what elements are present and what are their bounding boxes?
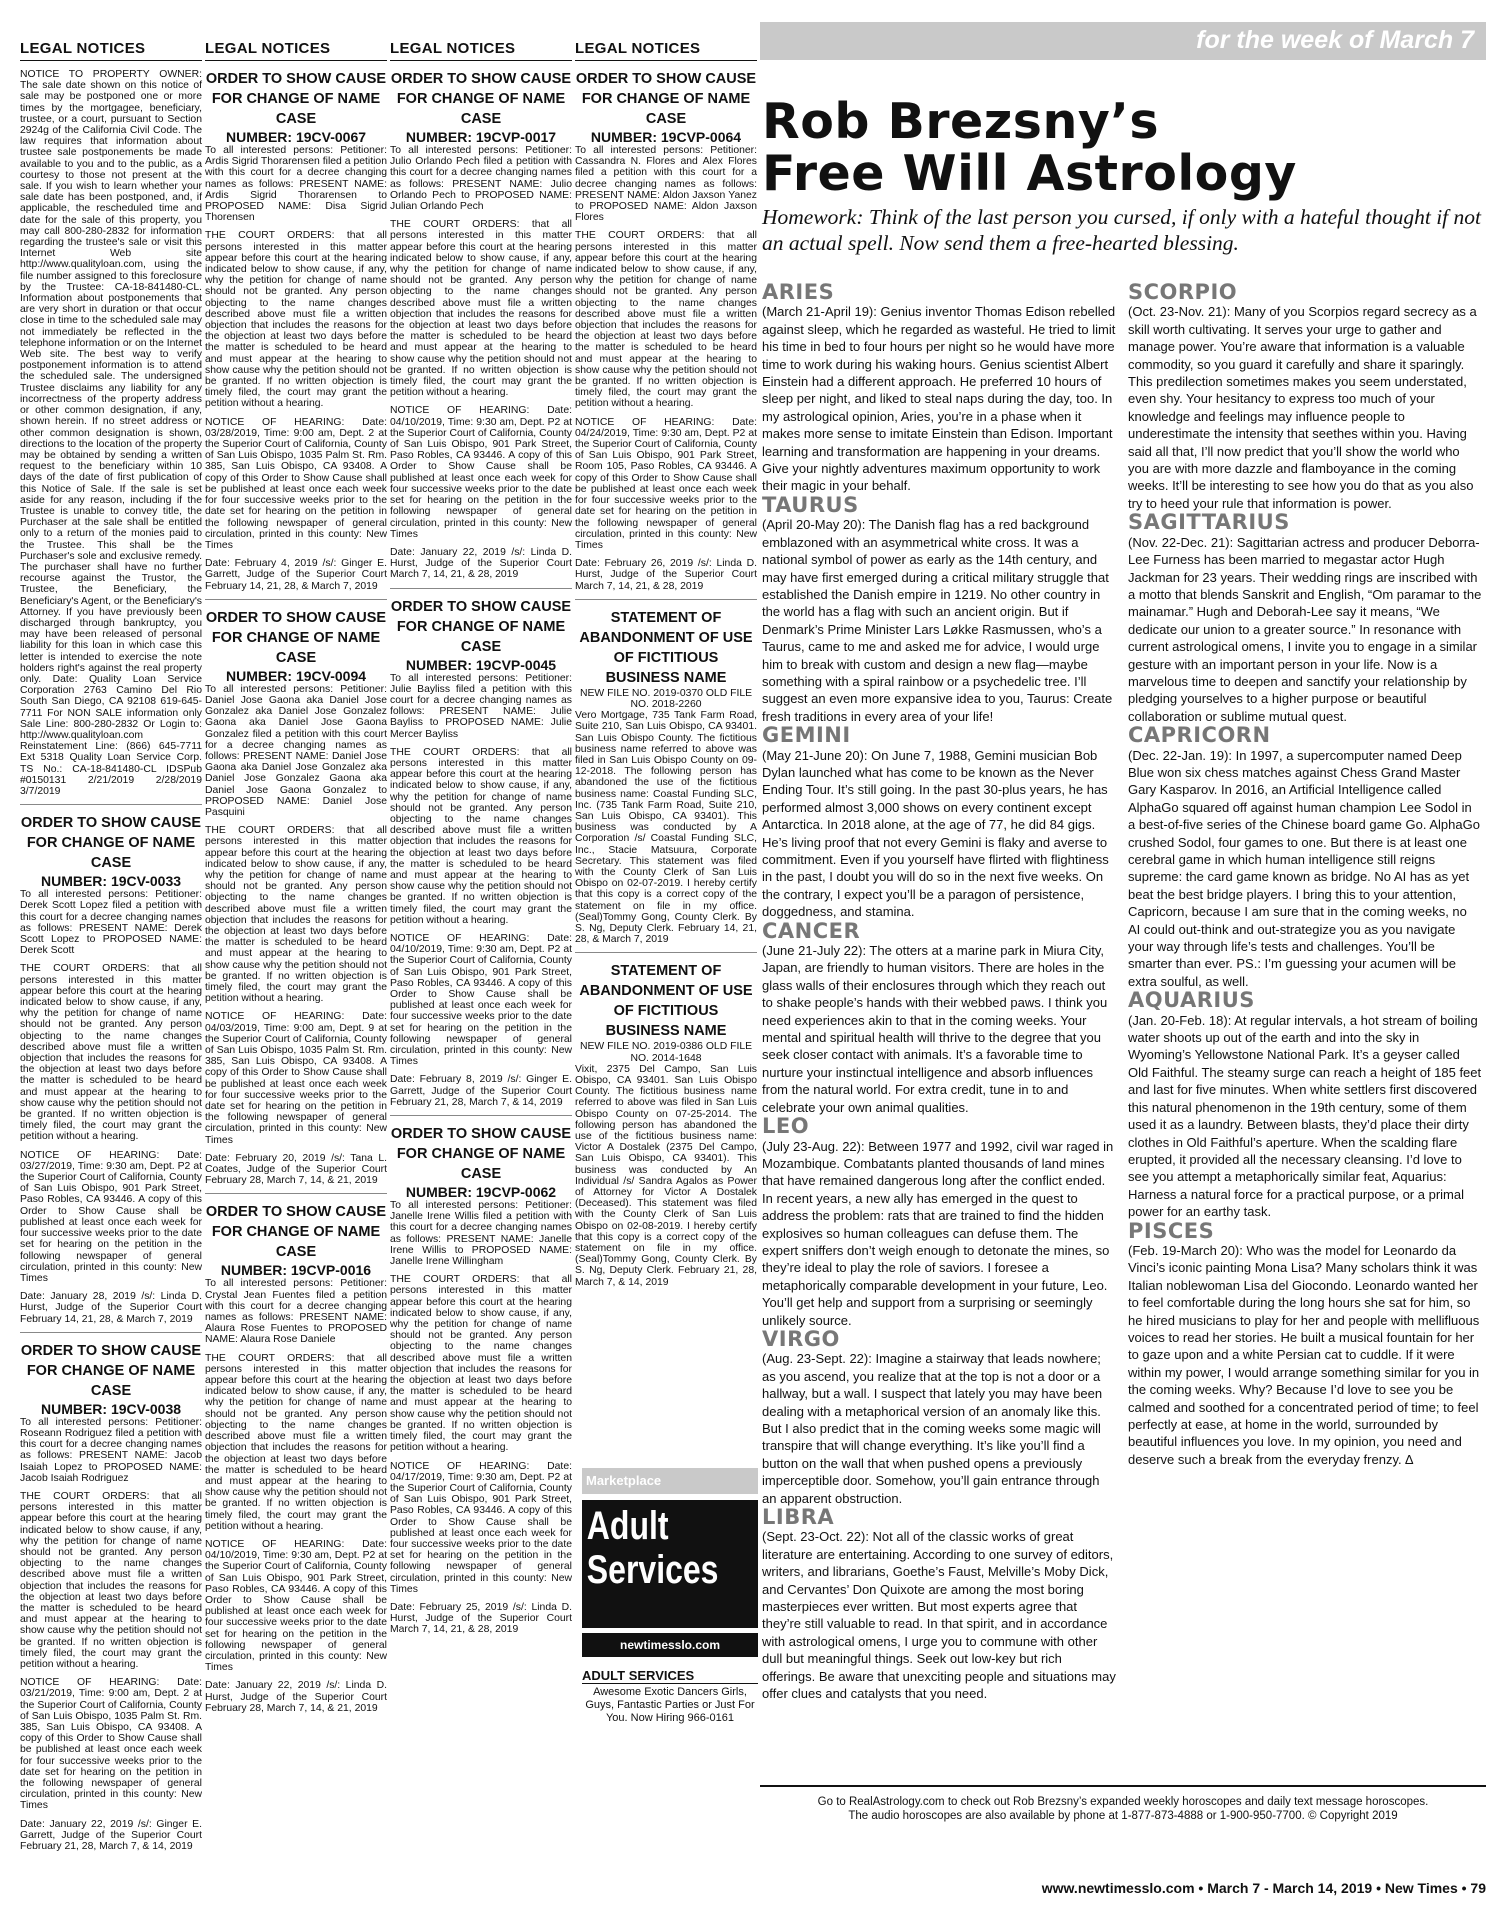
- legal-column-2: [205, 40, 387, 1721]
- sign-text: (Jan. 20-Feb. 18): At regular intervals, a hot stream of boiling water shoots up out of the earth and into the sky in Wyoming’s Yellowstone National Park. It’s a geyser called Old Faithful. The steamy surge can reach a height of 185 feet and last for five minutes. When white settlers first discovered this natural phenomenon in the 19th century, some of them used it as a laundry. Between blasts, they’d place their dirty clothes in Old Faithful’s aperture. When the scalding flare erupted, it provided all the necessary cleansing. I’d love to see you attempt a metaphorically similar feat, Aquarius: Harness a natural force for a practical purpose, or a primal power for an earthy task.: [1128, 1012, 1482, 1220]
- sign-name: GEMINI: [762, 723, 851, 748]
- sign-name: SCORPIO: [1128, 280, 1238, 304]
- week-header: [760, 22, 1486, 60]
- court-orders: THE COURT ORDERS: that all persons interested in this matter appear before this court at the hearing indicated below to show cause, if any, why the petition for change of name should not be granted. Any person objecting to the name changes described above must file a written objection that includes the reasons for the objection at least two days before the matter is scheduled to be heard and must appear at the hearing to show cause why the petition should not be granted. If no written objection is timely filed, the court may grant the petition without a hearing.: [20, 1490, 202, 1670]
- case-number: NUMBER: 19CV-0033: [40, 873, 182, 890]
- notice-head: ORDER TO SHOW CAUSE FOR CHANGE OF NAME CASE: [575, 71, 757, 127]
- sign-text: (June 21-July 22): The otters at a marine park in Miura City, Japan, are friendly to human visitors. There are holes in the glass walls of their enclosures through which they reach out to shake people’s hands with their webbed paws. I think you need experiences akin to that in the coming weeks. Your mental and spiritual health will thrive to the degree that you seek closer contact with animals. It’s a favorable time to nurture your instinctual intelligence and absorb influences from the natural world. For extra credit, tune in to and celebrate your own animal qualities.: [762, 943, 1108, 1115]
- column-title: LEGAL NOTICES: [390, 40, 572, 61]
- petition: To all interested persons: Petitioner: Julie Bayliss filed a petition with this court for a decree changing names as follows: PRESENT NAME: Julie Bayliss to PROPOSED NAME: Julie Mercer Bayliss: [390, 672, 572, 740]
- petition: To all interested persons: Petitioner: Derek Scott Lopez filed a petition with this court for a decree changing names as follows: PRESENT NAME: Derek Scott Lopez to PROPOSED NAME: Derek Scott: [20, 889, 202, 957]
- notice-date: Date: January 22, 2019 /s/: Ginger E. Garrett, Judge of the Superior Court February 21, 28, March 7, & 14, 2019: [20, 1818, 202, 1853]
- notice-date: Date: January 28, 2019 /s/: Linda D. Hurst, Judge of the Superior Court February 14, 21, 28, & March 7, 2019: [20, 1291, 202, 1325]
- notice-date: Date: February 20, 2019 /s/: Tana L. Coates, Judge of the Superior Court February 28, March 7, 14, & 21, 2019: [205, 1152, 387, 1187]
- notice-head: ORDER TO SHOW CAUSE FOR CHANGE OF NAME CASE: [390, 1126, 572, 1183]
- legal-column-1: [20, 40, 202, 1859]
- footer-rule: [760, 1785, 1486, 1787]
- adult-services-banner: [582, 1500, 758, 1628]
- sign-name: VIRGO: [762, 1326, 840, 1351]
- petition: To all interested persons: Petitioner: Julio Orlando Pech filed a petition with this court for a decree changing names as follows: PRESENT NAME: Julio Orlando Pech to PROPOSED NAME: Julian Orlando Pech: [390, 145, 572, 213]
- notice-head: ORDER TO SHOW CAUSE FOR CHANGE OF NAME CASE: [390, 598, 572, 655]
- legal-column-4: [575, 40, 757, 1295]
- footer-line-1: Go to RealAstrology.com to check out Rob Brezsny’s expanded weekly horoscopes and daily text message horoscopes.: [817, 1796, 1429, 1808]
- astrology-column-2: [1128, 282, 1482, 1470]
- sign-name: PISCES: [1128, 1218, 1215, 1243]
- marketplace-bar: [582, 1468, 758, 1494]
- hearing: NOTICE OF HEARING: Date: 04/10/2019, Time: 9:30 am, Dept. P2 at the Superior Court of California, County of San Luis Obispo, 901 Park Street, Paso Robles, CA 93446. A copy of this Order to Show Cause shall be published at least once each week for four successive weeks prior to the date set for hearing on the petition in the following newspaper of general circulation, printed in this county: New Times: [205, 1538, 387, 1674]
- hearing: NOTICE OF HEARING: Date: 04/10/2019, Time: 9:30 am, Dept. P2 at the Superior Court of California, County of San Luis Obispo, 901 Park Street, Paso Robles, CA 93446. A copy of this Order to Show Cause shall be published at least once each week for four successive weeks prior to the date set for hearing on the petition in the following newspaper of general circulation, printed in this county: New Times: [390, 405, 572, 540]
- sign-name: CANCER: [762, 918, 861, 943]
- hearing: NOTICE OF HEARING: Date: 04/17/2019, Time: 9:30 am, Dept. P2 at the Superior Court of California, County of San Luis Obispo, 901 Park Street, Paso Robles, CA 93446. A copy of this Order to Show Cause shall be published at least once each week for four successive weeks prior to the date set for hearing on the petition in the following newspaper of general circulation, printed in this county: New Times: [390, 1460, 572, 1595]
- column-title: LEGAL NOTICES: [205, 40, 387, 61]
- hearing: NOTICE OF HEARING: Date: 03/27/2019, Time: 9:30 am, Dept. P2 at the Superior Court of California, County of San Luis Obispo, 901 Park Street, Paso Robles, CA 93446. A copy of this Order to Show Cause shall be published at least once each week for four successive weeks prior to the date set for hearing on the petition in the following newspaper of general circulation, printed in this county: New Times: [20, 1149, 202, 1284]
- notice-date: Date: January 22, 2019 /s/: Linda D. Hurst, Judge of the Superior Court February 28, March 7, 14, & 21, 2019: [205, 1680, 387, 1714]
- astrology-footer: [760, 1795, 1486, 1823]
- case-number: NUMBER: 19CVP-0045: [405, 656, 557, 673]
- sign-name: CAPRICORN: [1128, 723, 1271, 748]
- file-numbers: NEW FILE NO. 2019-0370 OLD FILE NO. 2018-2260: [579, 687, 753, 710]
- court-orders: THE COURT ORDERS: that all persons interested in this matter appear before this court at the hearing indicated below to show cause, if any, why the petition for change of name should not be granted. Any person objecting to the name changes described above must file a written objection that includes the reasons for the objection at least two days before the matter is scheduled to be heard and must appear at the hearing to show cause why the petition should not be granted. If no written objection is timely filed, the court may grant the petition without a hearing.: [575, 230, 757, 410]
- sign-name: LEO: [762, 1114, 810, 1139]
- title-line-1: Rob Brezsny’s: [762, 93, 1160, 150]
- notice-head: ORDER TO SHOW CAUSE FOR CHANGE OF NAME CASE: [390, 71, 572, 127]
- case-number: NUMBER: 19CV-0038: [40, 1400, 182, 1417]
- sign-name: AQUARIUS: [1128, 988, 1255, 1013]
- court-orders: THE COURT ORDERS: that all persons interested in this matter appear before this court at the hearing indicated below to show cause, if any, why the petition for change of name should not be granted. Any person objecting to the name changes described above must file a written objection that includes the reasons for the objection at least two days before the matter is scheduled to be heard and must appear at the hearing to show cause why the petition should not be granted. If no written objection is timely filed, the court may grant the petition without a hearing.: [205, 825, 387, 1005]
- case-number: NUMBER: 19CVP-0016: [220, 1262, 372, 1279]
- astrology-column-1: [762, 282, 1116, 1705]
- notice-date: Date: February 26, 2019 /s/: Linda D. Hurst, Judge of the Superior Court March 7, 14, 21, & 28, 2019: [575, 558, 757, 592]
- case-number: NUMBER: 19CV-0094: [225, 667, 367, 684]
- column-title: LEGAL NOTICES: [575, 40, 757, 61]
- petition: To all interested persons: Petitioner: Roseann Rodriguez filed a petition with this court for a decree changing names as follows: PRESENT NAME: Jacob Isaiah Lopez to PROPOSED NAME: Jacob Isaiah Rodriguez: [20, 1416, 202, 1484]
- legal-column-3: [390, 40, 572, 1643]
- abandonment-body: Vero Mortgage, 735 Tank Farm Road, Suite 210, San Luis Obispo, CA 93401. San Luis Obispo County. The fictitious business name referred to above was filed in San Luis Obispo County on 09-12-2018. The following person has abandoned the use of the fictitious business name: Coastal Funding SLC, Inc. (735 Tank Farm Road, Suite 210, San Luis Obispo, CA 93401). This business was conducted by A Corporation /s/ Coastal Funding SLC, Inc., Stacie Matsuura, Corporate Secretary. This statement was filed with the County Clerk of San Luis Obispo on 02-07-2019. I hereby certify that this copy is a correct copy of the statement on file in my office. (Seal)Tommy Gong, County Clerk. By S. Ng, Deputy Clerk. February 14, 21, 28, & March 7, 2019: [575, 710, 757, 946]
- sign-text: (July 23-Aug. 22): Between 1977 and 1992, civil war raged in Mozambique. Combatants planted thousands of land mines that have remained dangerous long after the conflict ended. In recent years, a new ally has emerged in the quest to address the problem: rats that are trained to find the hidden explosives so human colleagues can defuse them. The expert sniffers don’t weigh enough to detonate the mines, so they’re ideal to play the role of saviors. I foresee a metaphorically comparable development in your future, Leo. You’ll get help and support from a surprising or seemingly unlikely source.: [762, 1138, 1114, 1328]
- hearing: NOTICE OF HEARING: Date: 04/24/2019, Time: 9:30 am, Dept. P2 at the Superior Court of California, County of San Luis Obispo, 901 Park Street, Room 105, Paso Robles, CA 93446. A copy of this Order to Show Cause shall be published at least once each week for four successive weeks prior to the date set for hearing on the petition in the following newspaper of general circulation, printed in this county: New Times: [575, 416, 757, 551]
- case-number: NUMBER: 19CVP-0017: [405, 129, 557, 145]
- petition: To all interested persons: Petitioner: Daniel Jose Gaona aka Daniel Jose Gonzalez aka Daniel Jose Gonzalez Gaona aka Daniel Jose Gaona Gonzalez filed a petition with this court for a decree changing names as follows: PRESENT NAME: Daniel Jose Gaona aka Daniel Jose Gonzalez aka Daniel Jose Gonzalez Gaona aka Daniel Jose Gaona Gonzalez to PROPOSED NAME: Daniel Jose Pasquini: [205, 683, 387, 818]
- notice-head: ORDER TO SHOW CAUSE FOR CHANGE OF NAME CASE: [20, 815, 202, 872]
- petition: To all interested persons: Petitioner: Cassandra N. Flores and Alex Flores filed a petition with this court for a decree changing names as follows: PRESENT NAME: Aldon Jaxson Yanez to PROPOSED NAME: Aldon Jaxson Flores: [575, 145, 757, 224]
- column-title: LEGAL NOTICES: [20, 40, 202, 61]
- notice-date: Date: February 25, 2019 /s/: Linda D. Hurst, Judge of the Superior Court March 7, 14, 21, & 28, 2019: [390, 1601, 572, 1636]
- hearing: NOTICE OF HEARING: Date: 03/21/2019, Time: 9:00 am, Dept. 2 at the Superior Court of California, County of San Luis Obispo, 1035 Palm St. Rm. 385, San Luis Obispo, CA 93408. A copy of this Order to Show Cause shall be published at least once each week for four successive weeks prior to the date set for hearing on the petition in the following newspaper of general circulation, printed in this county: New Times: [20, 1677, 202, 1812]
- classified-ad: [582, 1668, 758, 1725]
- hearing: NOTICE OF HEARING: Date: 04/10/2019, Time: 9:30 am, Dept. P2 at the Superior Court of California, County of San Luis Obispo, 901 Park Street, Paso Robles, CA 93446. A copy of this Order to Show Cause shall be published at least once each week for four successive weeks prior to the date set for hearing on the petition in the following newspaper of general circulation, printed in this county: New Times: [390, 932, 572, 1068]
- sign-text: (Feb. 19-March 20): Who was the model for Leonardo da Vinci’s iconic painting Mona Lisa? Many scholars think it was Italian noblewoman Lisa del Giocondo. Leonardo wanted her to feel comfortable during the long hours she sat for him, so he hired musicians to play for her and people with mellifluous voices to read her stories. He built a musical fountain for her to gaze upon and a white Persian cat to cuddle. If it were within my power, I would arrange something similar for you in the coming weeks. Why? Because I’d love to see you be calmed and soothed for a concentrated period of time; to feel perfectly at ease, at home in the world, surrounded by beautiful influences you love. In my opinion, you need and deserve such a break from the everyday frenzy. ∆: [1128, 1242, 1480, 1467]
- homework: Homework: Think of the last person you cursed, if only with a hateful thought if not an actual spell. Now send them a free-hearted blessing.: [762, 205, 1482, 255]
- notice-head: ORDER TO SHOW CAUSE FOR CHANGE OF NAME CASE: [20, 1342, 202, 1399]
- petition: To all interested persons: Petitioner: Ardis Sigrid Thorarensen filed a petition with this court for a decree changing names as follows: PRESENT NAME: Ardis Sigrid Thorarensen to PROPOSED NAME: Disa Sigrid Thorensen: [205, 145, 387, 224]
- sign-name: SAGITTARIUS: [1128, 510, 1290, 535]
- page-footer: www.newtimesslo.com • March 7 - March 14, 2019 • New Times • 79: [1041, 1880, 1486, 1896]
- notice-date: Date: February 8, 2019 /s/: Ginger E. Garrett, Judge of the Superior Court February 21, 28, March 7, & 14, 2019: [390, 1074, 572, 1108]
- abandonment-head: STATEMENT OF ABANDONMENT OF USE OF FICTITIOUS BUSINESS NAME: [579, 609, 753, 686]
- abandonment-body: Vixit, 2375 Del Campo, San Luis Obispo, CA 93401. San Luis Obispo County. The fictitious business name referred to above was filed in San Luis Obispo County on 07-25-2014. The following person has abandoned the use of the fictitious business name: Victor A Dostalek (2375 Del Campo, San Luis Obispo, CA 93401). This business was conducted by An Individual /s/ Sandra Agalos as Power of Attorney for Victor A Dostalek (Deceased). This statement was filed with the County Clerk of San Luis Obispo on 02-08-2019. I hereby certify that this copy is a correct copy of the statement on file in my office. (Seal)Tommy Gong, County Clerk. By S. Ng, Deputy Clerk. February 21, 28, March 7, & 14, 2019: [575, 1063, 757, 1288]
- marketplace-label: Marketplace: [586, 1473, 662, 1488]
- case-number: NUMBER: 19CVP-0062: [405, 1184, 557, 1201]
- sign-name: LIBRA: [762, 1505, 835, 1530]
- marketplace-url[interactable]: newtimesslo.com: [582, 1633, 758, 1657]
- notice-head: ORDER TO SHOW CAUSE FOR CHANGE OF NAME CASE: [205, 71, 387, 127]
- notice-head: ORDER TO SHOW CAUSE FOR CHANGE OF NAME CASE: [205, 609, 387, 666]
- court-orders: THE COURT ORDERS: that all persons interested in this matter appear before this court at the hearing indicated below to show cause, if any, why the petition for change of name should not be granted. Any person objecting to the name changes described above must file a written objection that includes the reasons for the objection at least two days before the matter is scheduled to be heard and must appear at the hearing to show cause why the petition should not be granted. If no written objection is timely filed, the court may grant the petition without a hearing.: [20, 963, 202, 1143]
- title-line-2: Free Will Astrology: [762, 145, 1297, 202]
- case-number: NUMBER: 19CV-0067: [225, 129, 367, 145]
- file-numbers: NEW FILE NO. 2019-0386 OLD FILE NO. 2014-1648: [579, 1041, 753, 1064]
- sign-name: ARIES: [762, 280, 835, 304]
- sign-text: (April 20-May 20): The Danish flag has a red background emblazoned with an asymmetrical white cross. It was a national symbol of power as early as the 14th century, and may have first emerged during a critical military struggle that established the Danish empire in 1219. No other country in the world has a flag with such an ancient origin. But if Denmark’s Prime Minister Lars Løkke Rasmussen, who’s a Taurus, came to me and asked me for advice, I would urge him to break with custom and design a new flag—maybe something with a spiral rainbow or a psychedelic tree. I’ll suggest an even more expansive idea to you, Taurus: Create fresh traditions in every area of your life!: [762, 517, 1113, 724]
- trustee-notice: NOTICE TO PROPERTY OWNER: The sale date shown on this notice of sale may be postponed one or more times by the mortgagee, beneficiary, trustee, or a court, pursuant to Section 2924g of the California Civil Code. The law requires that information about trustee sale postponements be made available to you and to the public, as a courtesy to those not present at the sale. If you wish to learn whether your sale date has been postponed, and, if applicable, the rescheduled time and date for the sale of this property, you may call 800-280-2832 for information regarding the trustee's sale or visit this Internet Web site http://www.qualityloan.com, using the file number assigned to this foreclosure by the Trustee: CA-18-841480-CL. Information about postponements that are very short in duration or that occur close in time to the scheduled sale may not immediately be reflected in the telephone information or on the Internet Web site. The best way to verify postponement information is to attend the scheduled sale. The undersigned Trustee disclaims any liability for any incorrectness of the property address or other common designation, if any, shown herein. If no street address or other common designation is shown, directions to the location of the property may be obtained by sending a written request to the beneficiary within 10 days of the date of first publication of this Notice of Sale. If the sale is set aside for any reason, including if the Trustee is unable to convey title, the Purchaser at the sale shall be entitled only to a return of the monies paid to the Trustee. This shall be the Purchaser's sole and exclusive remedy. The purchaser shall have no further recourse against the Trustor, the Trustee, the Beneficiary, the Beneficiary's Agent, or the Beneficiary's Attorney. If you have previously been discharged through bankruptcy, you may have been released of personal liability for this loan in which case this letter is intended to exercise the note holders right's against the real property only. Date: Quality Loan Service Corporation 2763 Camino Del Rio South San Diego, CA 92108 619-645-7711 For NON SALE information only Sale Line: 800-280-2832 Or Login to: http://www.qualityloan.com Reinstatement Line: (866) 645-7711 Ext 5318 Quality Loan Service Corp. TS No.: CA-18-841480-CL IDSPub #0150131 2/21/2019 2/28/2019 3/7/2019: [20, 69, 202, 797]
- court-orders: THE COURT ORDERS: that all persons interested in this matter appear before this court at the hearing indicated below to show cause, if any, why the petition for change of name should not be granted. Any person objecting to the name changes described above must file a written objection that includes the reasons for the objection at least two days before the matter is scheduled to be heard and must appear at the hearing to show cause why the petition should not be granted. If no written objection is timely filed, the court may grant the petition without a hearing.: [205, 230, 387, 410]
- sign-text: (March 21-April 19): Genius inventor Thomas Edison rebelled against sleep, which he regarded as wasteful. He tried to limit his time in bed to four hours per night so he would have more time to work during his waking hours. Genius scientist Albert Einstein had a different approach. He preferred 10 hours of sleep per night, and liked to steal naps during the day, too. In my astrological opinion, Aries, you’re in a phase when it makes more sense to imitate Einstein than Edison. Important learning and transformation are happening in your dreams. Give your nightly adventures maximum opportunity to work their magic in your behalf.: [762, 304, 1116, 494]
- astrology-title: [762, 93, 1482, 202]
- court-orders: THE COURT ORDERS: that all persons interested in this matter appear before this court at the hearing indicated below to show cause, if any, why the petition for change of name should not be granted. Any person objecting to the name changes described above must file a written objection that includes the reasons for the objection at least two days before the matter is scheduled to be heard and must appear at the hearing to show cause why the petition should not be granted. If no written objection is timely filed, the court may grant the petition without a hearing.: [205, 1352, 387, 1532]
- ad-section: ADULT SERVICES: [582, 1668, 758, 1684]
- notice-head: ORDER TO SHOW CAUSE FOR CHANGE OF NAME CASE: [205, 1204, 387, 1261]
- sign-text: (Aug. 23-Sept. 22): Imagine a stairway that leads nowhere; as you ascend, you realize that at the top is not a door or a hallway, but a wall. I suspect that lately you may have been dealing with a metaphorical version of an anomaly like this. But I also predict that in the coming weeks some magic will transpire that will change everything. It’s like you’ll find a button on the wall that when pushed opens a previously imperceptible door. Somehow, you’ll gain entrance through an apparent obstruction.: [762, 1351, 1103, 1506]
- sign-name: TAURUS: [762, 492, 859, 517]
- sign-text: (May 21-June 20): On June 7, 1988, Gemini musician Bob Dylan launched what has come to be known as the Never Ending Tour. It’s still going. In the past 30-plus years, he has performed almost 3,000 shows on every continent except Antarctica. In 2018 alone, at the age of 77, he did 84 gigs. He’s living proof that not every Gemini is flaky and averse to commitment. Even if you yourself have flirted with flightiness in the past, I doubt you will do so in the next five weeks. On the contrary, I expect you’ll be a paragon of persistence, doggedness, and stamina.: [762, 747, 1109, 920]
- adult-services-title: Adult Services: [586, 1504, 719, 1592]
- ad-text: Awesome Exotic Dancers Girls, Guys, Fantastic Parties or Just For You. Now Hiring 966-0161: [585, 1686, 755, 1724]
- court-orders: THE COURT ORDERS: that all persons interested in this matter appear before this court at the hearing indicated below to show cause, if any, why the petition for change of name should not be granted. Any person objecting to the name changes described above must file a written objection that includes the reasons for the objection at least two days before the matter is scheduled to be heard and must appear at the hearing to show cause why the petition should not be granted. If no written objection is timely filed, the court may grant the petition without a hearing.: [390, 219, 572, 399]
- hearing: NOTICE OF HEARING: Date: 03/28/2019, Time: 9:00 am, Dept. 2 at the Superior Court of California, County of San Luis Obispo, 1035 Palm St. Rm. 385, San Luis Obispo, CA 93408. A copy of this Order to Show Cause shall be published at least once each week for four successive weeks prior to the date set for hearing on the petition in the following newspaper of general circulation, printed in this county: New Times: [205, 416, 387, 551]
- sign-text: (Nov. 22-Dec. 21): Sagittarian actress and producer Deborra-Lee Furness has been married to megastar actor Hugh Jackman for 23 years. Their wedding rings are inscribed with a motto that blends Sanskrit and English, “Om paramar to the mainamar.” Hugh and Deborah-Lee say it means, “We dedicate our union to a greater source.” In resonance with current astrological omens, I invite you to engage in a similar gesture with an important person in your life. Now is a marvelous time to deepen and sanctify your relationship by pledging yourselves to a higher purpose or beautiful collaboration or sublime mutual quest.: [1128, 534, 1482, 724]
- hearing: NOTICE OF HEARING: Date: 04/03/2019, Time: 9:00 am, Dept. 9 at the Superior Court of California, County of San Luis Obispo, 1035 Palm St. Rm. 385, San Luis Obispo, CA 93408. A copy of this Order to Show Cause shall be published at least once each week for four successive weeks prior to the date set for hearing on the petition in the following newspaper of general circulation, printed in this county: New Times: [205, 1011, 387, 1146]
- petition: To all interested persons: Petitioner: Janelle Irene Willis filed a petition with this court for a decree changing names as follows: PRESENT NAME: Janelle Irene Willis to PROPOSED NAME: Janelle Irene Willingham: [390, 1200, 572, 1268]
- abandonment-head: STATEMENT OF ABANDONMENT OF USE OF FICTITIOUS BUSINESS NAME: [579, 963, 753, 1040]
- week-label: for the week of March 7: [1196, 26, 1474, 54]
- sign-text: (Sept. 23-Oct. 22): Not all of the classic works of great literature are entertaining. According to one survey of editors, writers, and librarians, Goethe’s Faust, Melville’s Moby Dick, and Cervantes’ Don Quixote are among the most boring masterpieces ever written. But most experts agree that they’re still valuable to read. In that spirit, and in accordance with astrological omens, I urge you to commune with other dull but meaningful things. Seek out low-key but rich offerings. Be aware that unexciting people and situations may offer clues and catalysts that you need.: [762, 1529, 1116, 1702]
- notice-date: Date: February 4, 2019 /s/: Ginger E. Garrett, Judge of the Superior Court February 14, 21, 28, & March 7, 2019: [205, 558, 387, 592]
- sign-text: (Oct. 23-Nov. 21): Many of you Scorpios regard secrecy as a skill worth cultivating. It serves your urge to gather and manage power. You’re aware that information is a valuable commodity, so you guard it carefully and share it sparingly. This predilection sometimes makes you seem understated, even shy. Your hesitancy to express too much of your knowledge and feelings may influence people to underestimate the intensity that seethes within you. Having said all that, I’ll now predict that you’ll show the world who you are with more dazzle and flamboyance in the coming weeks. It’ll be interesting to see how you do that as you also try to heed your rule that information is power.: [1128, 304, 1477, 511]
- footer-line-2: The audio horoscopes are also available by phone at 1-877-873-4888 or 1-900-950-7700. © Copyright 2019: [848, 1810, 1398, 1822]
- petition: To all interested persons: Petitioner: Crystal Jean Fuentes filed a petition with this court for a decree changing names as follows: PRESENT NAME: Alaura Rose Fuentes to PROPOSED NAME: Alaura Rose Daniele: [205, 1278, 387, 1346]
- court-orders: THE COURT ORDERS: that all persons interested in this matter appear before this court at the hearing indicated below to show cause, if any, why the petition for change of name should not be granted. Any person objecting to the name changes described above must file a written objection that includes the reasons for the objection at least two days before the matter is scheduled to be heard and must appear at the hearing to show cause why the petition should not be granted. If no written objection is timely filed, the court may grant the petition without a hearing.: [390, 746, 572, 926]
- notice-date: Date: January 22, 2019 /s/: Linda D. Hurst, Judge of the Superior Court March 7, 14, 21, & 28, 2019: [390, 546, 572, 581]
- court-orders: THE COURT ORDERS: that all persons interested in this matter appear before this court at the hearing indicated below to show cause, if any, why the petition for change of name should not be granted. Any person objecting to the name changes described above must file a written objection that includes the reasons for the objection at least two days before the matter is scheduled to be heard and must appear at the hearing to show cause why the petition should not be granted. If no written objection is timely filed, the court may grant the petition without a hearing.: [390, 1274, 572, 1454]
- sign-text: (Dec. 22-Jan. 19): In 1997, a supercomputer named Deep Blue won six chess matches against Chess Grand Master Gary Kasparov. In 2016, an Artificial Intelligence called AlphaGo squared off against human champion Lee Sodol in a best-of-five series of the Chinese board game Go. AlphaGo crushed Sodol, four games to one. But there is at least one cerebral game in which human intelligence still reigns supreme: the card game known as bridge. No AI has as yet beat the best bridge players. I bring this to your attention, Capricorn, because I am sure that in the coming weeks, no AI could out-think and out-strategize you as you navigate your way through life’s tests and challenges. You’ll be smarter than ever. PS.: I’m guessing your acumen will be extra soulful, as well.: [1128, 747, 1480, 989]
- case-number: NUMBER: 19CVP-0064: [590, 129, 742, 145]
